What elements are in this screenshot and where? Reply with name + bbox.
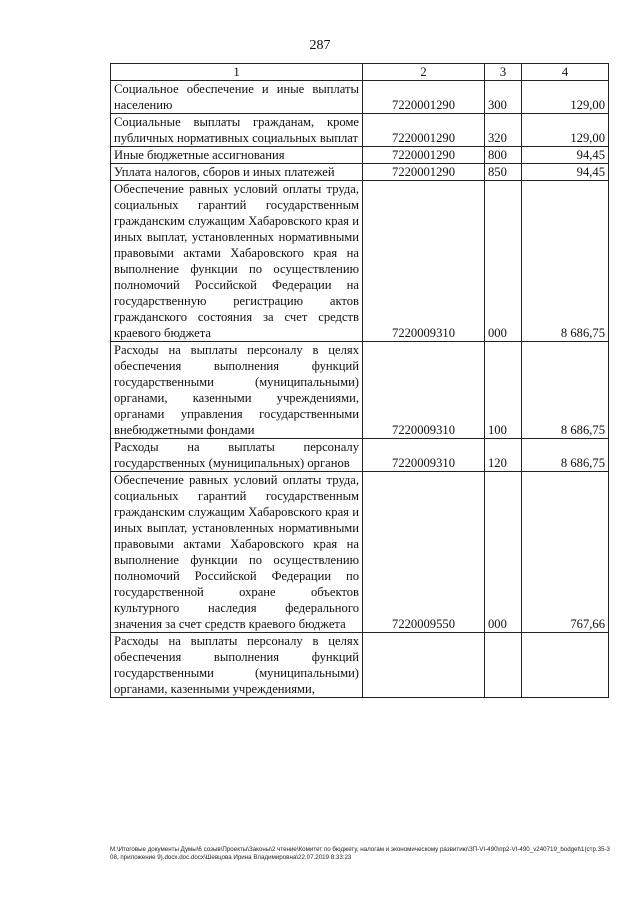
row-code: 7220001290 <box>363 114 485 147</box>
row-code: 7220001290 <box>363 81 485 114</box>
table-row <box>111 342 609 439</box>
row-description: Обеспечение равных условий оплаты труда, социальных гарантий государственным гражданским служащим Хабаровского края и иных выплат, установленных нормативными правовыми актами Хабаровского края на выполнение функции по осуществлению полномочий Российской Федерации по государственной охране объектов культурного наследия федерального значения за счет средств краевого бюджета <box>111 472 363 633</box>
row-amount: 94,45 <box>522 164 609 181</box>
budget-table <box>110 63 609 698</box>
row-description: Социальные выплаты гражданам, кроме публичных нормативных социальных выплат <box>111 114 363 147</box>
row-code: 7220001290 <box>363 147 485 164</box>
row-code: 7220001290 <box>363 164 485 181</box>
row-type: 000 <box>485 472 522 633</box>
row-description: Обеспечение равных условий оплаты труда, социальных гарантий государственным гражданским служащим Хабаровского края и иных выплат, установленных нормативными правовыми актами Хабаровского края на выполнение функции по осуществлению полномочий Российской Федерации на государственную регистрацию актов гражданского состояния за счет средств краевого бюджета <box>111 181 363 342</box>
row-type: 100 <box>485 342 522 439</box>
row-amount: 767,66 <box>522 472 609 633</box>
row-code <box>363 633 485 698</box>
row-amount: 8 686,75 <box>522 439 609 472</box>
table-row <box>111 81 609 114</box>
row-code: 7220009310 <box>363 342 485 439</box>
column-header-1: 1 <box>111 64 363 81</box>
table-row <box>111 181 609 342</box>
table-row <box>111 472 609 633</box>
row-description: Расходы на выплаты персоналу в целях обеспечения выполнения функций государственными (муниципальными) органами, казенными учреждениями, органами управления государственными внебюджетными фондами <box>111 342 363 439</box>
row-description: Расходы на выплаты персоналу государственных (муниципальных) органов <box>111 439 363 472</box>
row-type <box>485 633 522 698</box>
row-amount: 129,00 <box>522 81 609 114</box>
page-number: 287 <box>309 38 331 53</box>
row-type: 320 <box>485 114 522 147</box>
row-amount: 94,45 <box>522 147 609 164</box>
row-type: 120 <box>485 439 522 472</box>
row-amount: 8 686,75 <box>522 342 609 439</box>
file-path-footer: M:\Итоговые документы Думы\6 созыв\Проекты\Законы\2 чтение\Комитет по бюджету, налогам и экономическому развитию\ЗП-VI-490\пр2-VI-490_v240719_bodget\1(стр.35-308, приложение 9).docx.doc.docx\Шевцова Ирина Владимировна\22.07.2019 8:33:23 <box>110 846 610 861</box>
table-row <box>111 633 609 698</box>
row-amount: 8 686,75 <box>522 181 609 342</box>
row-amount: 129,00 <box>522 114 609 147</box>
row-type: 850 <box>485 164 522 181</box>
row-description: Уплата налогов, сборов и иных платежей <box>111 164 363 181</box>
row-description: Расходы на выплаты персоналу в целях обеспечения выполнения функций государственными (муниципальными) органами, казенными учреждениями, <box>111 633 363 698</box>
table-header-row <box>111 64 609 81</box>
row-type: 300 <box>485 81 522 114</box>
table-row <box>111 439 609 472</box>
table-row <box>111 164 609 181</box>
row-amount <box>522 633 609 698</box>
row-description: Социальное обеспечение и иные выплаты населению <box>111 81 363 114</box>
column-header-3: 3 <box>485 64 522 81</box>
row-code: 7220009310 <box>363 181 485 342</box>
column-header-2: 2 <box>363 64 485 81</box>
row-code: 7220009550 <box>363 472 485 633</box>
row-type: 800 <box>485 147 522 164</box>
column-header-4: 4 <box>522 64 609 81</box>
row-code: 7220009310 <box>363 439 485 472</box>
row-description: Иные бюджетные ассигнования <box>111 147 363 164</box>
table-row <box>111 147 609 164</box>
table-row <box>111 114 609 147</box>
row-type: 000 <box>485 181 522 342</box>
